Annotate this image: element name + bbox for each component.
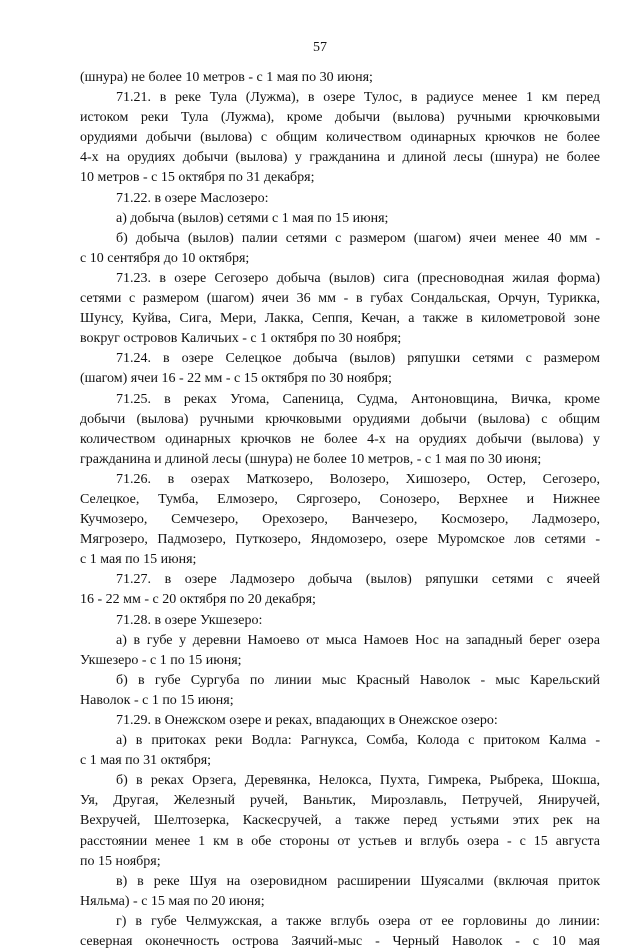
text-line: Кучмозеро, Семчезеро, Орехозеро, Ванчезеро, Космозеро, Ладмозеро, [80, 512, 600, 528]
text-line: (шнура) не более 10 метров - с 1 мая по 30 июня; [80, 70, 373, 85]
text-line: 10 метров - с 15 октября по 31 декабря; [80, 170, 315, 186]
text-line: Укшезеро - с 1 по 15 июня; [80, 652, 242, 668]
text-line: б) в реках Орзега, Деревянка, Нелокса, Пухта, Гимрека, Рыбрека, Шокша, [116, 773, 600, 789]
text-line: а) добыча (вылов) сетями с 1 мая по 15 июня; [116, 210, 389, 226]
text-line: орудиями добычи (вылова) с общим количеством одинарных крючков не более [80, 130, 600, 146]
text-line: Наволок - с 1 по 15 июня; [80, 692, 234, 708]
text-line: (шагом) ячеи 16 - 22 мм - с 15 октября по 30 ноября; [80, 371, 392, 387]
text-line: с 10 сентября до 10 октября; [80, 250, 250, 266]
text-line: с 1 мая по 15 июня; [80, 552, 197, 568]
text-line: с 1 мая по 31 октября; [80, 753, 212, 769]
text-line: 71.21. в реке Тула (Лужма), в озере Тулос, в радиусе менее 1 км перед [116, 90, 600, 106]
text-line: г) в губе Челмужская, а также вглубь озера от ее горловины до линии: [116, 913, 600, 929]
text-line: Шунсу, Куйва, Сига, Мери, Лакка, Сеппя, Кечан, а также в километровой зоне [80, 311, 600, 327]
text-line: Няльма) - с 15 мая по 20 июня; [80, 893, 265, 909]
text-line: 71.23. в озере Сегозеро добыча (вылов) сига (пресноводная жилая форма) [116, 270, 600, 286]
text-line: Уя, Другая, Железный ручей, Ваньтик, Мирозлавль, Петручей, Яниручей, [80, 793, 600, 809]
text-line: 16 - 22 мм - с 20 октября по 20 декабря; [80, 592, 316, 608]
text-line: 4-х на орудиях добычи (вылова) у гражданина и длиной лесы (шнура) не более [80, 150, 600, 166]
text-line: вокруг островов Каличьих - с 1 октября по 30 ноября; [80, 331, 402, 347]
text-line: по 15 ноября; [80, 853, 161, 869]
text-line: добычи (вылова) ручными крючковыми орудиями добычи (вылова) с общим [80, 411, 600, 427]
text-line: количеством одинарных крючков не более 4-х на орудиях добычи (вылова) у [80, 431, 600, 447]
text-line: а) в притоках реки Водла: Рагнукса, Сомба, Колода с притоком Калма - [116, 733, 600, 749]
text-line: 71.29. в Онежском озере и реках, впадающих в Онежское озеро: [116, 713, 498, 728]
text-line: б) добыча (вылов) палии сетями с размером (шагом) ячеи менее 40 мм - [116, 230, 600, 246]
text-line: Мягрозеро, Падмозеро, Путкозеро, Яндомозеро, озере Муромское лов сетями - [80, 532, 600, 548]
text-line: сетями с размером (шагом) ячеи 36 мм - в губах Сондальская, Орчун, Турикка, [80, 291, 600, 307]
text-line: 71.27. в озере Ладмозеро добыча (вылов) ряпушки сетями с ячеей [116, 572, 600, 588]
text-line: 71.26. в озерах Маткозеро, Волозеро, Хишозеро, Остер, Сегозеро, [116, 471, 600, 487]
text-line: истоком реки Тула (Лужма), кроме добычи (вылова) ручными крючковыми [80, 110, 600, 126]
text-line: расстоянии менее 1 км в обе стороны от устьев и вглубь озера - с 15 августа [80, 833, 600, 849]
text-line: 71.22. в озере Маслозеро: [116, 190, 269, 206]
text-line: б) в губе Сургуба по линии мыс Красный Наволок - мыс Карельский [116, 672, 600, 688]
text-line: Вехручей, Шелтозерка, Каскесручей, а также перед устьями этих рек на [80, 813, 600, 829]
text-line: Селецкое, Тумба, Елмозеро, Сяргозеро, Сонозеро, Верхнее и Нижнее [80, 491, 600, 507]
text-line: северная оконечность острова Заячий-мыс - Черный Наволок - с 10 мая [80, 934, 600, 950]
text-line: а) в губе у деревни Намоево от мыса Намоев Нос на западный берег озера [116, 632, 600, 648]
body-text [80, 68, 600, 952]
text-line: в) в реке Шуя на озеровидном расширении Шуясалми (включая приток [116, 873, 600, 889]
text-line: 71.25. в реках Угома, Сапеница, Судма, Антоновщина, Вичка, кроме [116, 391, 600, 407]
text-line: 71.24. в озере Селецкое добыча (вылов) ряпушки сетями с размером [116, 351, 600, 367]
text-line: гражданина и длиной лесы (шнура) не более 10 метров, - с 1 мая по 30 июня; [80, 451, 542, 467]
page-number: 57 [313, 40, 327, 55]
text-line: 71.28. в озере Укшезеро: [116, 612, 263, 628]
